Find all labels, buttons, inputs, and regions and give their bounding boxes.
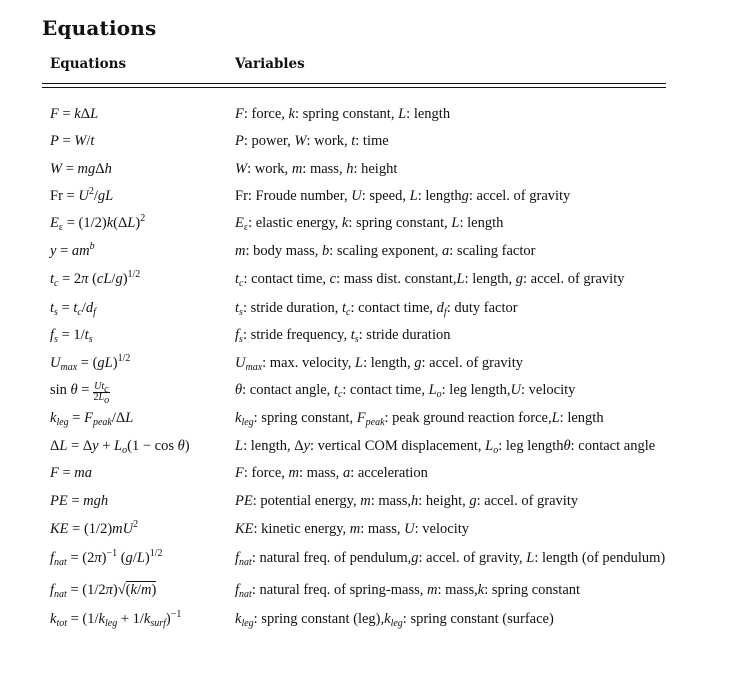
- page-title: Equations: [42, 16, 157, 40]
- table-row: [0, 300, 745, 326]
- equation-cell: $U_{max} = (gL)^{1/2}$: [50, 353, 131, 373]
- equation-cell: P = W/t: [50, 133, 95, 149]
- equation-cell: $f_{nat} = (1/2\pi)√(k/m)$: [50, 582, 157, 600]
- table-row: [0, 382, 745, 408]
- variables-cell: L: length, Δy: vertical COM displacement, $L_o$: leg lengthθ: contact angle: [235, 438, 656, 456]
- variables-cell: P: power, W: work, t: time: [235, 133, 389, 149]
- equation-cell: $\Delta L = \Delta y + L_o(1 - \cos \theta)$: [50, 438, 190, 456]
- table-row: [0, 410, 745, 436]
- equation-cell: $E_\varepsilon = (1/2)k(\Delta L)^2$: [50, 213, 146, 233]
- variables-cell: $E_\varepsilon$: elastic energy, k: spring constant, L: length: [235, 215, 504, 233]
- variables-cell: PE: potential energy, m: mass,h: height, g: accel. of gravity: [235, 493, 579, 509]
- equation-cell: $t_c = 2\pi$ $(cL/g)^{1/2}$: [50, 269, 141, 289]
- variables-cell: $k_{leg}$: spring constant, $F_{peak}$: peak ground reaction force,L: length: [235, 410, 604, 428]
- table-row: [0, 188, 745, 214]
- variables-cell: F: force, m: mass, a: acceleration: [235, 465, 428, 481]
- table-row: [0, 271, 745, 297]
- variables-cell: W: work, m: mass, h: height: [235, 161, 398, 177]
- variables-cell: $k_{leg}$: spring constant $(leg),k_{leg}$: spring constant (surface): [235, 611, 554, 629]
- variables-cell: $f_{nat}$: natural freq. of spring-mass, m: mass,k: spring constant: [235, 582, 581, 600]
- equation-cell: F = kΔL: [50, 106, 99, 122]
- table-row: [0, 133, 745, 159]
- table-row: [0, 493, 745, 519]
- equation-cell: PE = mgh: [50, 493, 109, 509]
- table-row: [0, 582, 745, 608]
- variables-cell: $t_c$: contact time, c: mass dist. constant,L: length, g: accel. of gravity: [235, 271, 625, 289]
- equation-cell: $k_{tot} = (1/k_{leg} + 1/k_{surf})^{-1}$: [50, 609, 182, 629]
- table-row: [0, 465, 745, 491]
- table-row: [0, 327, 745, 353]
- variables-cell: $t_s$: stride duration, $t_c$: contact time, $d_f$: duty factor: [235, 300, 518, 318]
- column-header-equations: Equations: [50, 56, 127, 72]
- table-row: [0, 215, 745, 241]
- equation-cell: F = ma: [50, 465, 93, 481]
- table-row: [0, 106, 745, 132]
- equation-cell: W = mgΔh: [50, 161, 112, 177]
- table-row: [0, 243, 745, 269]
- variables-cell: KE: kinetic energy, m: mass, U: velocity: [235, 521, 470, 537]
- equation-cell: $y = am^b$: [50, 241, 95, 259]
- table-row: [0, 521, 745, 547]
- table-row: [0, 161, 745, 187]
- equation-cell: $f_{nat} = (2\pi)^{-1}$ $(g/L)^{1/2}$: [50, 548, 163, 568]
- header-rule-top: [42, 83, 666, 84]
- variables-cell: $f_s$: stride frequency, $t_s$: stride duration: [235, 327, 451, 345]
- column-header-variables: Variables: [235, 56, 305, 72]
- table-row: [0, 355, 745, 381]
- equation-cell: KE = $(1/2)mU^2$: [50, 519, 139, 537]
- variables-cell: Fr: Froude number, U: speed, L: lengthg: accel. of gravity: [235, 188, 571, 204]
- equation-cell: $t_s = t_c/d_f$: [50, 300, 96, 318]
- variables-cell: m: body mass, b: scaling exponent, a: scaling factor: [235, 243, 536, 259]
- equation-cell: $k_{leg} = F_{peak}/\Delta L$: [50, 410, 134, 428]
- table-row: [0, 550, 745, 576]
- variables-cell: θ: contact angle, $t_c$: contact time, $L_o$: leg length,U: velocity: [235, 382, 576, 400]
- variables-cell: $U_{max}$: max. velocity, L: length, g: accel. of gravity: [235, 355, 523, 373]
- variables-cell: $f_{nat}$: natural freq. of pendulum,g: accel. of gravity, L: length (of pendulum): [235, 550, 666, 568]
- equation-cell: $f_s = 1/t_s$: [50, 327, 93, 345]
- table-row: [0, 611, 745, 637]
- header-rule-bottom: [42, 87, 666, 88]
- equation-cell: $Fr = U^2/gL$: [50, 186, 114, 204]
- variables-cell: F: force, k: spring constant, L: length: [235, 106, 451, 122]
- table-row: [0, 438, 745, 464]
- equation-cell: sin θ = $\frac{Ut_c}{2L_o}$: [50, 381, 110, 406]
